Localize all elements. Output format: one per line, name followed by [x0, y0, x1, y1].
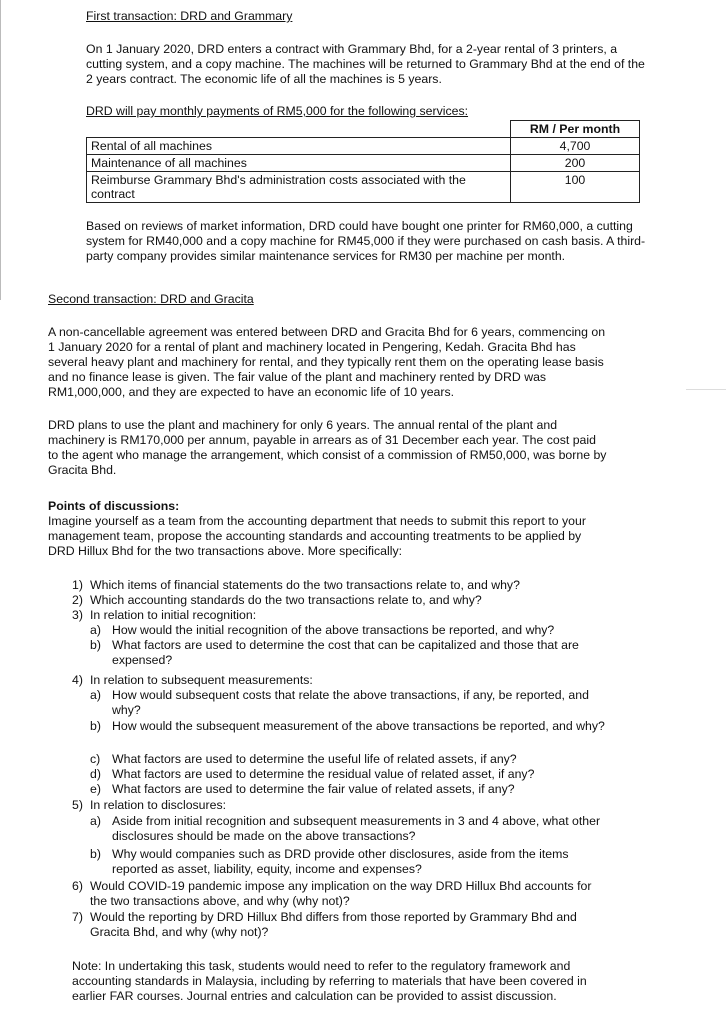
row-value: 4,700 — [511, 138, 640, 155]
row-value: 100 — [511, 172, 640, 203]
table-row — [87, 155, 640, 172]
second-transaction-heading: Second transaction: DRD and Gracita — [48, 292, 254, 306]
row-label: Rental of all machines — [87, 138, 511, 155]
row-label: Reimburse Grammary Bhd's administration costs associated with the contract — [87, 172, 511, 203]
page-edge-line — [0, 0, 1, 300]
second-transaction-paragraph-2: DRD plans to use the plant and machinery for only 6 years. The annual rental of the plant and machinery is RM170,000 per annum, payable in arrears as of 31 December each year. The cost paid to the agent who manage the arrangement, which consist of a commission of RM50,000, was borne by Gracita Bhd. — [48, 418, 607, 477]
column-header: RM / Per month — [511, 121, 640, 138]
row-value: 200 — [511, 155, 640, 172]
note-paragraph: Note: In undertaking this task, students would need to refer to the regulatory framework and accounting standards in Malaysia, including by referring to materials that have been covered in earlier FAR courses. Journal entries and calculation can be provided to assist discussion. — [72, 959, 587, 1003]
discussion-heading: Points of discussions: — [48, 499, 180, 513]
discussion-intro: Imagine yourself as a team from the accounting department that needs to submit this report to your management team, propose the accounting standards and accounting treatments to be applied by DRD Hillux Bhd for the two transactions above. More specifically: — [48, 514, 586, 558]
services-table — [86, 120, 640, 203]
table-header-row — [87, 121, 640, 138]
table-caption: DRD will pay monthly payments of RM5,000 for the following services: — [86, 104, 469, 118]
market-info-paragraph: Based on reviews of market information, DRD could have bought one printer for RM60,000, a cutting system for RM40,000 and a copy machine for RM45,000 if they were purchased on cash basis. A third-party company provides similar maintenance services for RM30 per machine per month. — [86, 219, 646, 263]
second-transaction-paragraph-1: A non-cancellable agreement was entered between DRD and Gracita Bhd for 6 years, commencing on 1 January 2020 for a rental of plant and machinery located in Pengering, Kedah. Gracita Bhd has several heavy plant and machinery for rental, and they typically rent them on the operating lease basis and no finance lease is given. The fair value of the plant and machinery rented by DRD was RM1,000,000, and they are expected to have an economic life of 10 years. — [48, 325, 606, 399]
table-row — [87, 172, 640, 203]
page-edge-line — [686, 389, 726, 390]
row-label: Maintenance of all machines — [87, 155, 511, 172]
table-row — [87, 138, 640, 155]
first-transaction-heading: First transaction: DRD and Grammary — [86, 9, 293, 23]
first-transaction-paragraph: On 1 January 2020, DRD enters a contract with Grammary Bhd, for a 2-year rental of 3 printers, a cutting system, and a copy machine. The machines will be returned to Grammary Bhd at the end of the 2 years contract. The economic life of all the machines is 5 years. — [86, 42, 645, 86]
